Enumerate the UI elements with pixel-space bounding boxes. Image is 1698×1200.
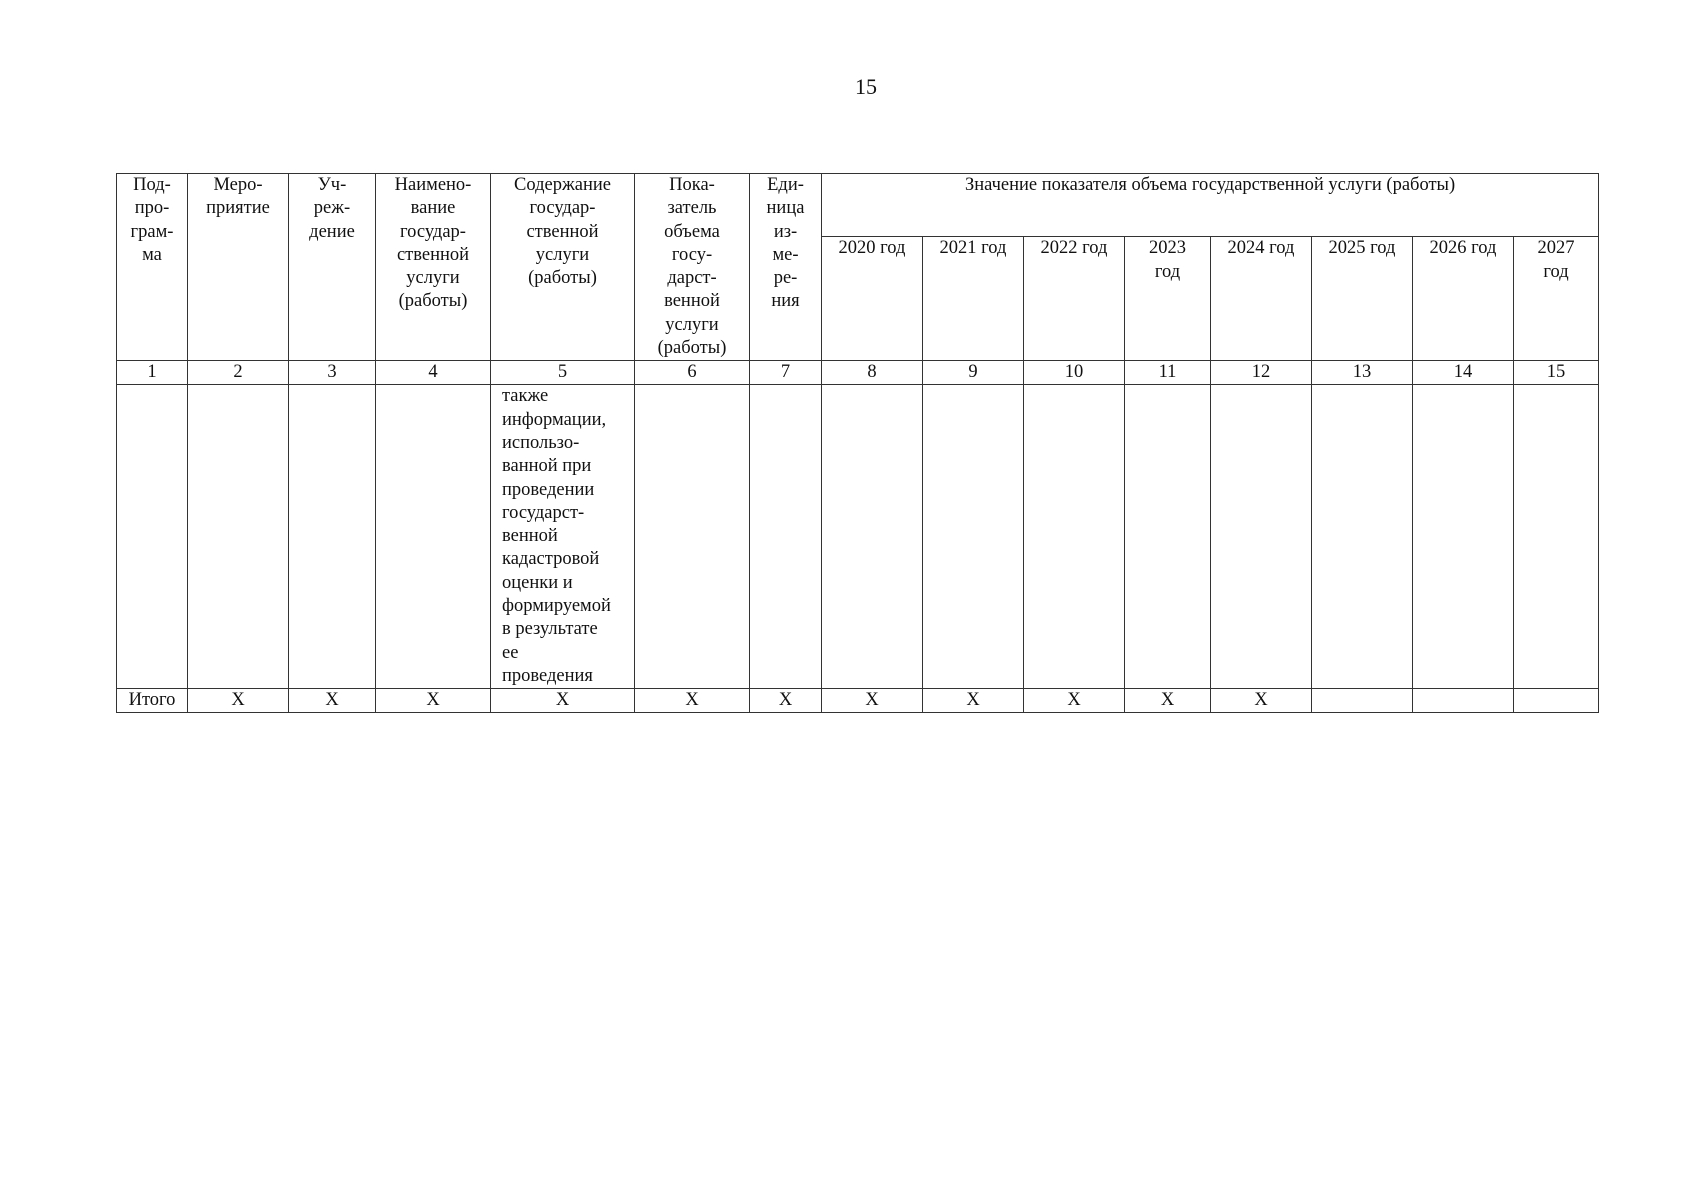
column-number-row bbox=[117, 361, 1599, 385]
table-cell bbox=[1514, 385, 1599, 689]
table-cell bbox=[635, 385, 750, 689]
header-unit: Еди- ница из- ме- ре- ния bbox=[750, 174, 822, 361]
table-cell bbox=[923, 385, 1024, 689]
table-cell bbox=[1312, 385, 1413, 689]
column-number: 11 bbox=[1125, 361, 1211, 385]
header-year: 2025 год bbox=[1312, 237, 1413, 361]
header-year: 2026 год bbox=[1413, 237, 1514, 361]
total-cell: X bbox=[491, 689, 635, 713]
column-number: 10 bbox=[1024, 361, 1125, 385]
table-row bbox=[117, 385, 1599, 689]
table-cell bbox=[117, 385, 188, 689]
total-cell: X bbox=[1211, 689, 1312, 713]
header-year: 2027 год bbox=[1514, 237, 1599, 361]
service-volume-table bbox=[116, 173, 1599, 713]
total-cell: X bbox=[635, 689, 750, 713]
header-row-1 bbox=[117, 174, 1599, 237]
column-number: 9 bbox=[923, 361, 1024, 385]
table-cell bbox=[1413, 385, 1514, 689]
header-activity: Меро- приятие bbox=[188, 174, 289, 361]
column-number: 3 bbox=[289, 361, 376, 385]
header-volume-indicator: Пока- затель объема госу- дарст- венной услуги (работы) bbox=[635, 174, 750, 361]
column-number: 1 bbox=[117, 361, 188, 385]
total-cell: X bbox=[376, 689, 491, 713]
header-service-name: Наимено- вание государ- ственной услуги (работы) bbox=[376, 174, 491, 361]
column-number: 12 bbox=[1211, 361, 1312, 385]
service-content-cell: также информации, использо- ванной при проведении государст- венной кадастровой оценки и формируемой в результате ее проведения bbox=[491, 385, 635, 689]
column-number: 6 bbox=[635, 361, 750, 385]
column-number: 4 bbox=[376, 361, 491, 385]
header-indicator-values-group: Значение показателя объема государственной услуги (работы) bbox=[822, 174, 1599, 237]
total-cell bbox=[1312, 689, 1413, 713]
column-number: 8 bbox=[822, 361, 923, 385]
column-number: 5 bbox=[491, 361, 635, 385]
table-cell bbox=[750, 385, 822, 689]
total-cell: X bbox=[289, 689, 376, 713]
table-cell bbox=[1211, 385, 1312, 689]
total-cell: X bbox=[1024, 689, 1125, 713]
header-institution: Уч- реж- дение bbox=[289, 174, 376, 361]
header-year: 2022 год bbox=[1024, 237, 1125, 361]
header-year: 2021 год bbox=[923, 237, 1024, 361]
total-cell: X bbox=[1125, 689, 1211, 713]
table-cell bbox=[1024, 385, 1125, 689]
total-cell: X bbox=[750, 689, 822, 713]
table-cell bbox=[289, 385, 376, 689]
header-subprogram: Под- про- грам- ма bbox=[117, 174, 188, 361]
table-cell bbox=[822, 385, 923, 689]
table-cell bbox=[1125, 385, 1211, 689]
table-cell bbox=[376, 385, 491, 689]
header-year: 2020 год bbox=[822, 237, 923, 361]
header-year: 2024 год bbox=[1211, 237, 1312, 361]
total-cell: X bbox=[923, 689, 1024, 713]
column-number: 7 bbox=[750, 361, 822, 385]
table-cell bbox=[188, 385, 289, 689]
column-number: 15 bbox=[1514, 361, 1599, 385]
total-label: Итого bbox=[117, 689, 188, 713]
total-cell bbox=[1413, 689, 1514, 713]
total-row bbox=[117, 689, 1599, 713]
total-cell bbox=[1514, 689, 1599, 713]
column-number: 13 bbox=[1312, 361, 1413, 385]
column-number: 14 bbox=[1413, 361, 1514, 385]
header-year: 2023 год bbox=[1125, 237, 1211, 361]
column-number: 2 bbox=[188, 361, 289, 385]
page-number: 15 bbox=[855, 74, 877, 99]
header-service-content: Содержание государ- ственной услуги (работы) bbox=[491, 174, 635, 361]
total-cell: X bbox=[188, 689, 289, 713]
total-cell: X bbox=[822, 689, 923, 713]
